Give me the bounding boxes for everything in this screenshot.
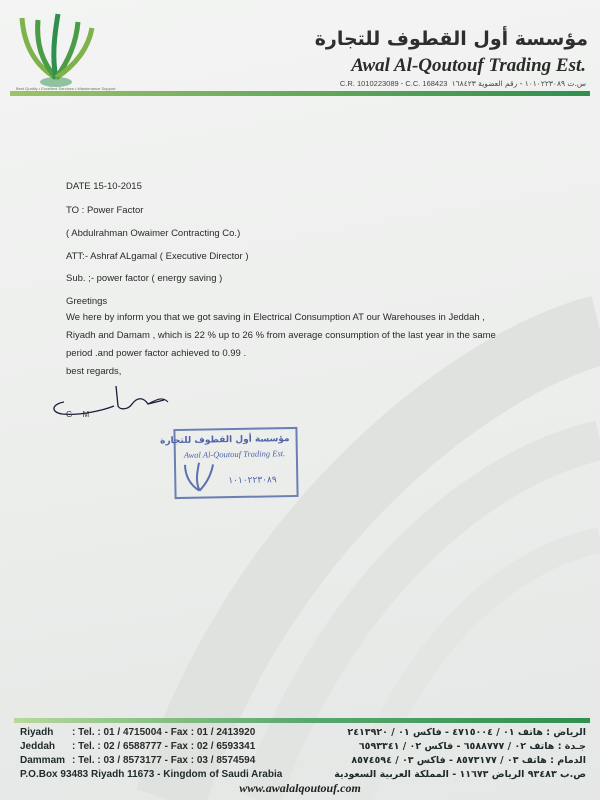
paragraph-line: period .and power factor achieved to 0.99 .: [66, 348, 247, 359]
letter-recipient: TO : Power Factor: [66, 205, 144, 216]
footer-office-dammam: [20, 755, 255, 766]
letter-closing: best regards,: [66, 366, 122, 377]
office-contact: : Tel. : 02 / 6588777 - Fax : 02 / 6593341: [72, 741, 256, 752]
footer-arabic-line: الدمام : هاتف ٠٣ / ٨٥٧٣١٧٧ - فاكس ٠٣ / ٨٥٧٤٥٩٤: [351, 755, 586, 766]
paragraph-line: Riyadh and Damam , which is 22 % up to 26 % from average consumption of the last year in the same: [66, 330, 496, 341]
footer-arabic-line: جـدة : هاتف ٠٢ / ٦٥٨٨٧٧٧ - فاكس ٠٢ / ٦٥٩٣٣٤١: [358, 741, 586, 752]
office-contact: : Tel. : 01 / 4715004 - Fax : 01 / 2413920: [72, 727, 256, 738]
stamp-name-english: Awal Al-Qoutouf Trading Est.: [183, 448, 286, 460]
registration-english: C.R. 1010223089 - C.C. 168423: [339, 79, 448, 88]
paragraph-line: We here by inform you that we got saving in Electrical Consumption AT our Warehouses in Jeddah ,: [66, 312, 485, 323]
stamp-name-arabic: مؤسسة أول القطوف للتجارة: [160, 434, 290, 447]
footer-po-box: P.O.Box 93483 Riyadh 11673 - Kingdom of Saudi Arabia: [20, 769, 283, 780]
footer-arabic-line: الرياض : هاتف ٠١ / ٤٧١٥٠٠٤ - فاكس ٠١ / ٢٤١٣٩٢٠: [347, 727, 586, 738]
header-divider: [10, 91, 590, 96]
office-city: Jeddah: [20, 741, 56, 752]
company-stamp: [160, 427, 298, 499]
footer-office-jeddah: [20, 741, 255, 752]
letter-subject: Sub. ;- power factor ( energy saving ): [66, 273, 223, 284]
handwritten-signature: [44, 380, 184, 426]
company-name-english: Awal Al-Qoutouf Trading Est.: [351, 55, 586, 76]
office-city: Dammam: [20, 755, 66, 766]
letter-attention: ATT:- Ashraf ALgamal ( Executive Director ): [66, 251, 249, 262]
registration-line: [340, 79, 586, 88]
letter-date: DATE 15-10-2015: [66, 181, 142, 192]
website-link[interactable]: www.awalalqoutouf.com: [239, 781, 361, 795]
stamp-logo-icon: [179, 460, 220, 495]
company-logo: [16, 6, 96, 96]
signatory-title: G M: [66, 410, 94, 419]
logo-tagline: Best Quality • Excellent Services • Maintenance Support: [16, 86, 116, 91]
stamp-number: ١٠١٠٢٢٣٠٨٩: [228, 475, 277, 487]
registration-arabic: س.ت ١٠١٠٢٢٣٠٨٩ - رقم العضوية ١٦٨٤٢٣: [451, 79, 586, 88]
office-city: Riyadh: [20, 727, 54, 738]
letter-company: ( Abdulrahman Owaimer Contracting Co.): [66, 228, 241, 239]
letter-greeting: Greetings: [66, 296, 108, 307]
company-name-arabic: مؤسسة أول القطوف للتجارة: [314, 28, 588, 50]
footer-office-riyadh: [20, 727, 255, 738]
footer-arabic-line: ص.ب ٩٣٤٨٣ الرياض ١١٦٧٣ - المملكة العربية السعودية: [334, 769, 586, 780]
office-contact: : Tel. : 03 / 8573177 - Fax : 03 / 8574594: [72, 755, 256, 766]
